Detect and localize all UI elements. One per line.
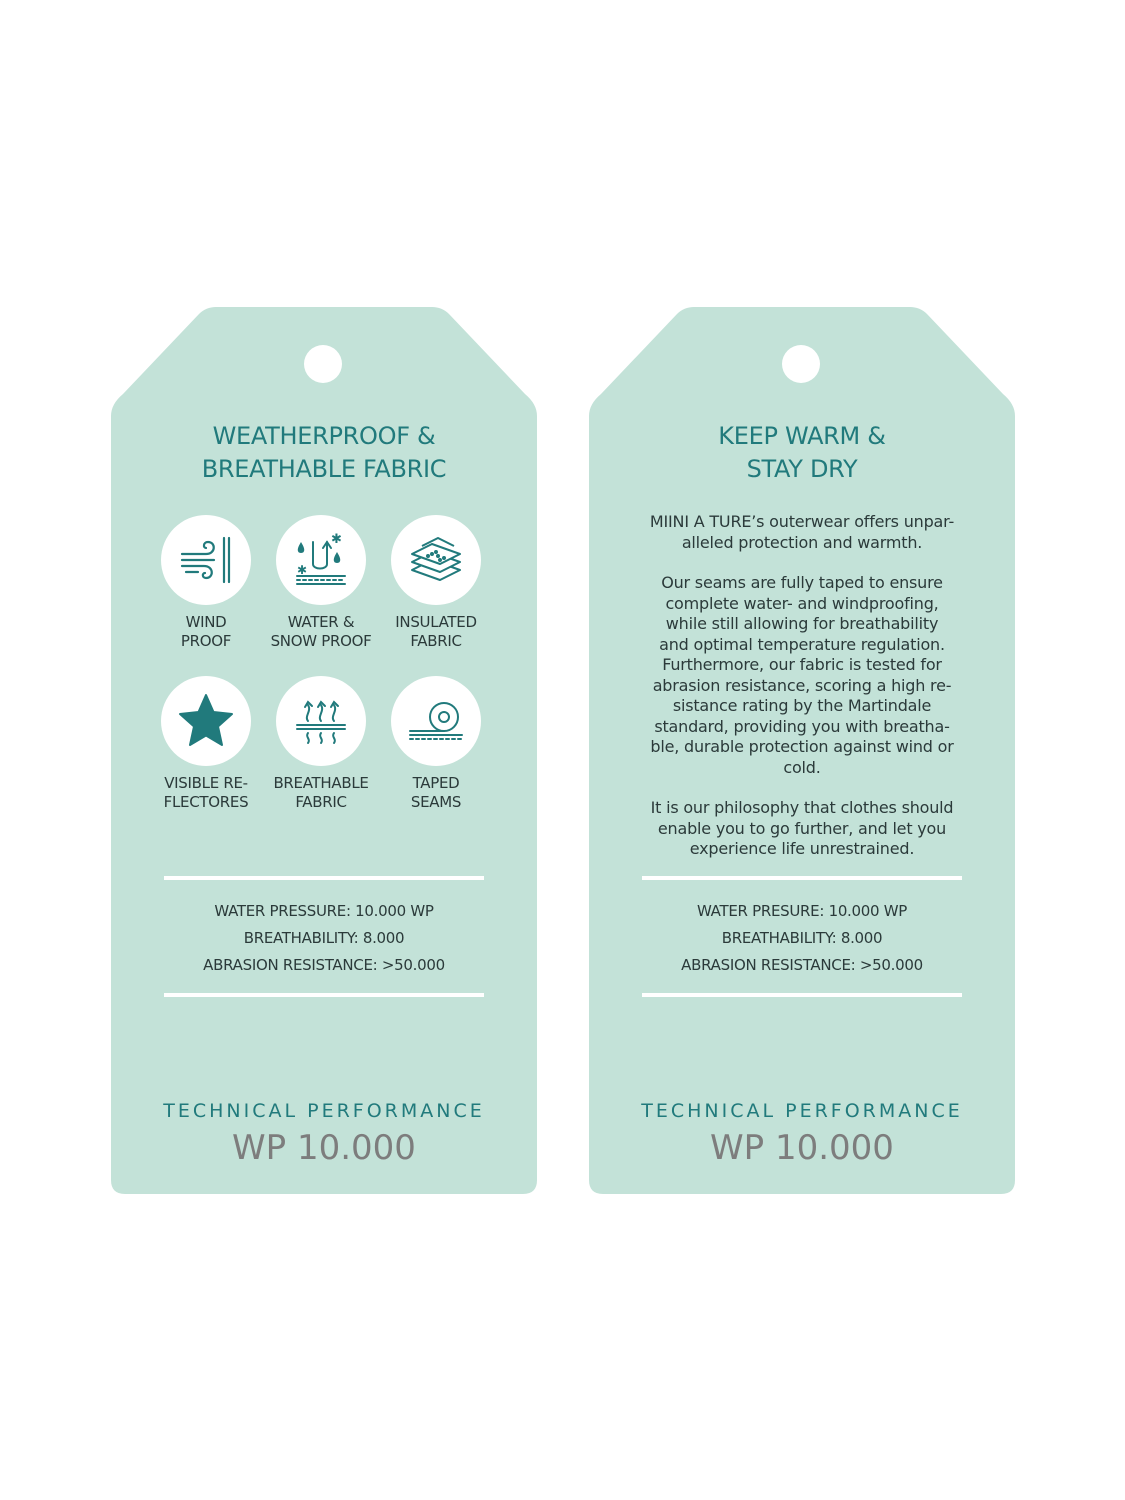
- divider-top: [642, 876, 962, 880]
- description-text: [627, 512, 977, 880]
- title-line: WEATHERPROOF &: [212, 422, 436, 450]
- wp-value: WP 10.000: [710, 1128, 894, 1168]
- technical-performance-label: TECHNICAL PERFORMANCE: [641, 1100, 963, 1122]
- technical-performance-label: TECHNICAL PERFORMANCE: [163, 1100, 485, 1122]
- title-line: KEEP WARM &: [718, 422, 886, 450]
- spec-breathability: BREATHABILITY: 8.000: [721, 929, 883, 947]
- paragraph: It is our philosophy that clothes should enable you to go further, and let you experience life unrestrained.: [650, 798, 954, 858]
- title-line: STAY DRY: [746, 455, 858, 483]
- spec-abrasion: ABRASION RESISTANCE: >50.000: [203, 956, 445, 974]
- svg-text:✱: ✱: [331, 532, 342, 547]
- svg-text:✱: ✱: [297, 563, 308, 577]
- feature-label: WATER & SNOW PROOF: [270, 613, 372, 650]
- hang-tag-left: [111, 306, 537, 1194]
- feature-water-snow-proof: [261, 515, 381, 651]
- feature-label: VISIBLE RE- FLECTORES: [163, 774, 249, 811]
- paragraph: MIINI A TURE’s outerwear offers unpar- alleled protection and warmth.: [649, 512, 955, 552]
- star-icon: [161, 676, 251, 766]
- spec-water-pressure: WATER PRESURE: 10.000 WP: [696, 902, 908, 920]
- paragraph: Our seams are fully taped to ensure complete water- and windproofing, while still allowing for breathability and optimal temperature regulation. Furthermore, our fabric is tested for abrasion resistance, scoring a high re- sistance rating by the Martindale standard, providing you with breatha- ble, durable protection against wind or cold.: [650, 573, 954, 777]
- hang-tag-right: [589, 306, 1015, 1194]
- divider-bottom: [164, 993, 484, 997]
- feature-wind-proof: [146, 515, 266, 651]
- taped-seams-icon: [391, 676, 481, 766]
- divider-bottom: [642, 993, 962, 997]
- breathable-fabric-icon: [276, 676, 366, 766]
- spec-water-pressure: WATER PRESSURE: 10.000 WP: [214, 902, 434, 920]
- feature-breathable-fabric: [261, 676, 381, 812]
- spec-abrasion: ABRASION RESISTANCE: >50.000: [681, 956, 923, 974]
- title-line: BREATHABLE FABRIC: [201, 455, 447, 483]
- feature-label: INSULATED FABRIC: [395, 613, 477, 650]
- wind-proof-icon: [161, 515, 251, 605]
- divider-top: [164, 876, 484, 880]
- feature-visible-reflectors: [146, 676, 266, 812]
- tag-title: [111, 420, 537, 486]
- spec-list: [111, 898, 537, 979]
- wp-value: WP 10.000: [232, 1128, 416, 1168]
- water-snow-proof-icon: [276, 515, 366, 605]
- insulated-fabric-icon: [391, 515, 481, 605]
- spec-list: [589, 898, 1015, 979]
- feature-insulated-fabric: [376, 515, 496, 651]
- feature-label: TAPED SEAMS: [410, 774, 462, 811]
- feature-label: BREATHABLE FABRIC: [273, 774, 369, 811]
- feature-taped-seams: [376, 676, 496, 812]
- tag-title: [589, 420, 1015, 486]
- feature-label: WIND PROOF: [180, 613, 232, 650]
- spec-breathability: BREATHABILITY: 8.000: [243, 929, 405, 947]
